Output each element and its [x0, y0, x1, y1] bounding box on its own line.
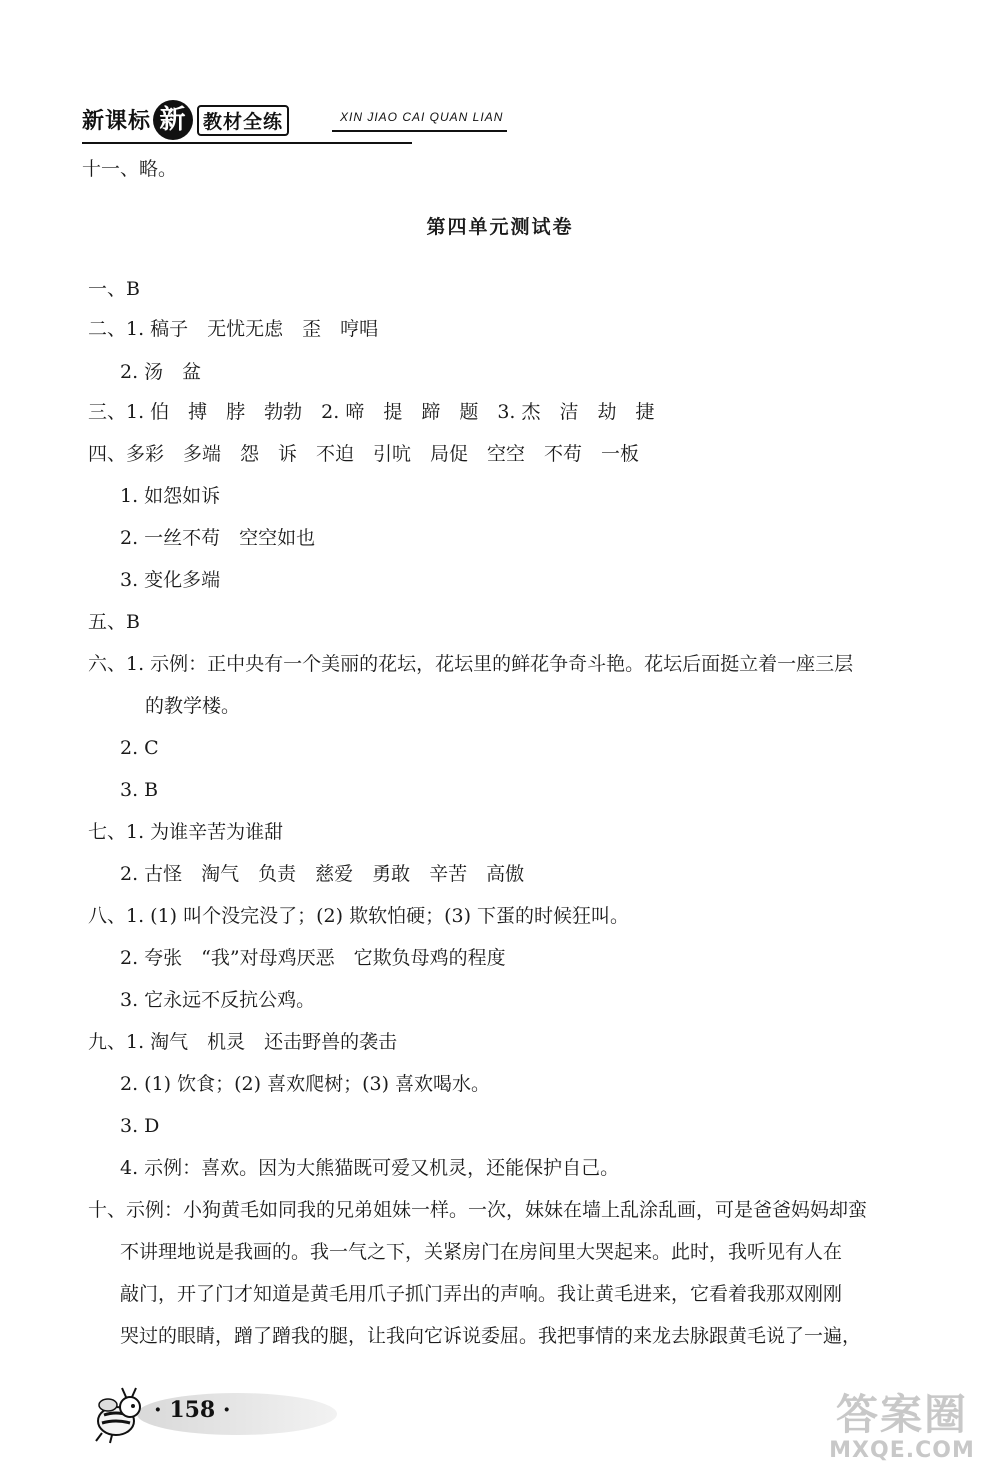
answer-line: 四、多彩 多端 怨 诉 不迫 引吭 局促 空空 不苟 一板: [88, 443, 640, 465]
answer-line: 3. 变化多端: [120, 569, 221, 591]
brand-subtitle: 教材全练: [197, 105, 289, 136]
page-number: · 158 ·: [154, 1397, 231, 1423]
answer-line: 2. 夸张 “我”对母鸡厌恶 它欺负母鸡的程度: [120, 947, 506, 969]
answer-line: 六、1. 示例：正中央有一个美丽的花坛，花坛里的鲜花争奇斗艳。花坛后面挺立着一座三层: [88, 653, 854, 675]
answer-line: 五、B: [88, 611, 140, 633]
page-title: 第四单元测试卷: [426, 216, 574, 238]
watermark-url: MXQE.COM: [829, 1438, 975, 1463]
brand-char-big: 新: [153, 100, 193, 140]
answer-line: 哭过的眼睛，蹭了蹭我的腿，让我向它诉说委屈。我把事情的来龙去脉跟黄毛说了一遍，: [120, 1325, 862, 1347]
brand-char-3: 标: [128, 109, 152, 134]
answer-line: 敲门，开了门才知道是黄毛用爪子抓门弄出的声响。我让黄毛进来，它看着我那双刚刚: [120, 1283, 843, 1305]
answer-line: 2. C: [120, 737, 159, 759]
answer-line: 2. (1) 饮食；(2) 喜欢爬树；(3) 喜欢喝水。: [120, 1073, 491, 1095]
answer-line: 2. 汤 盆: [120, 361, 202, 383]
answer-line: 2. 古怪 淘气 负责 慈爱 勇敢 辛苦 高傲: [120, 863, 525, 885]
answer-line: 九、1. 淘气 机灵 还击野兽的袭击: [88, 1031, 398, 1053]
answer-line: 3. B: [120, 779, 159, 801]
bee-icon: [82, 1385, 152, 1445]
answer-line: 一、B: [88, 278, 140, 300]
answer-line: 七、1. 为谁辛苦为谁甜: [88, 821, 284, 843]
brand-char-1: 新: [82, 109, 106, 134]
answer-line: 1. 如怨如诉: [120, 485, 221, 507]
answer-line: 十、示例：小狗黄毛如同我的兄弟姐妹一样。一次，妹妹在墙上乱涂乱画，可是爸爸妈妈却蛮: [88, 1199, 868, 1221]
brand-char-2: 课: [105, 109, 129, 134]
page-footer: [82, 1385, 322, 1445]
answer-line: 2. 一丝不苟 空空如也: [120, 527, 316, 549]
answer-line: 3. 它永远不反抗公鸡。: [120, 989, 316, 1011]
answer-line: 3. D: [120, 1115, 160, 1137]
top-line: 十一、略。: [82, 158, 178, 180]
watermark: [822, 1392, 982, 1472]
answer-line: 4. 示例：喜欢。因为大熊猫既可爱又机灵，还能保护自己。: [120, 1157, 620, 1179]
page-header: [82, 96, 507, 146]
watermark-logo-text: 答案圈: [835, 1390, 968, 1439]
brand-logo: [82, 100, 289, 140]
brand-pinyin: XIN JIAO CAI QUAN LIAN: [340, 110, 504, 124]
header-rule: [332, 130, 507, 132]
header-underline: [82, 142, 412, 144]
answer-line: 不讲理地说是我画的。我一气之下，关紧房门在房间里大哭起来。此时，我听见有人在: [120, 1241, 843, 1263]
answer-line: 三、1. 伯 搏 脖 勃勃 2. 啼 提 蹄 题 3. 杰 洁 劫 捷: [88, 401, 655, 423]
answer-line: 八、1. (1) 叫个没完没了；(2) 欺软怕硬；(3) 下蛋的时候狂叫。: [88, 905, 630, 927]
answer-line: 的教学楼。: [145, 695, 241, 717]
answer-line: 二、1. 稿子 无忧无虑 歪 哼唱: [88, 318, 379, 340]
